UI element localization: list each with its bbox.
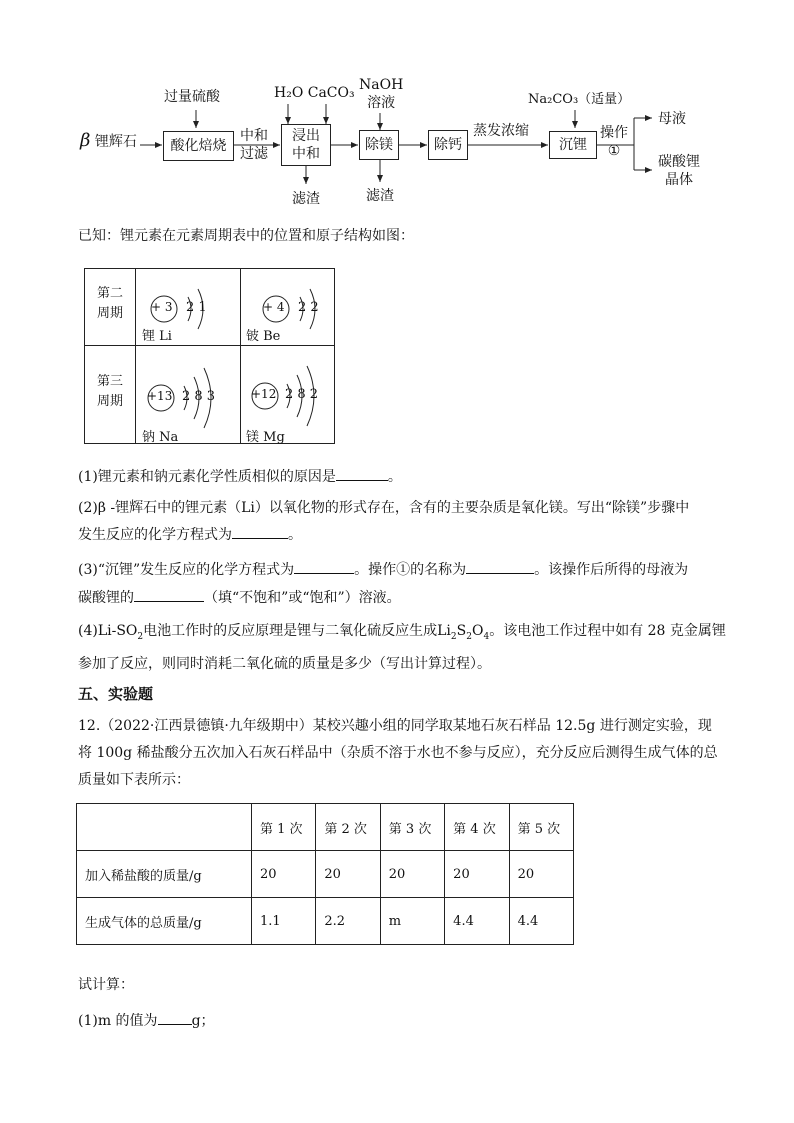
q12-line3: 质量如下表所示： — [78, 772, 190, 788]
table-cell: 20 — [509, 851, 573, 898]
table-cell: 20 — [380, 851, 444, 898]
residue-1: 滤渣 — [292, 191, 320, 207]
q12-line1: 12.（2022·江西景德镇·九年级期中）某校兴趣小组的同学取某地石灰石样品 12.5g 进行测定实验，现 — [78, 718, 712, 734]
step-evaporate: 蒸发浓缩 — [473, 123, 529, 139]
mg-name: 镁 Mg — [246, 430, 285, 445]
box-precipitate-lithium: 沉锂 — [549, 131, 597, 159]
cell-lithium — [136, 269, 241, 346]
be-shells: 2 2 — [298, 300, 319, 315]
q4-sub-4: 4 — [483, 631, 490, 642]
mg-shells: 2 8 2 — [285, 387, 319, 402]
operation-label-line2: ① — [607, 143, 621, 159]
question-3 — [78, 559, 718, 608]
table-header-cell — [77, 804, 252, 851]
q12-1-text: (1)m 的值为 — [78, 1013, 158, 1029]
question-4 — [78, 621, 726, 674]
q2-answer-blank[interactable] — [232, 524, 288, 539]
question-12 — [78, 716, 718, 790]
q3-saturation-blank[interactable] — [134, 587, 204, 602]
cell-beryllium — [241, 269, 335, 346]
box-remove-calcium: 除钙 — [428, 130, 468, 160]
table-header-cell: 第 1 次 — [252, 804, 316, 851]
step-neutralize-line2: 过滤 — [240, 146, 268, 162]
q3-part5: （填“不饱和”或“饱和”）溶液。 — [204, 590, 401, 606]
q12-line2: 将 100g 稀盐酸分五次加入石灰石样品中（杂质不溶于水也不参与反应），充分反应后测得生成气体的总 — [78, 745, 718, 761]
reagent-na2co3: Na₂CO₃（适量） — [528, 92, 631, 107]
q3-equation-blank[interactable] — [294, 559, 354, 574]
table-header-row — [77, 804, 574, 851]
reagents-water-caco3: H₂O CaCO₃ — [274, 85, 355, 101]
box-leach-line1: 浸出 — [292, 128, 320, 144]
q2-line2: 发生反应的化学方程式为 — [78, 527, 232, 543]
table-cell: 20 — [316, 851, 380, 898]
table-cell: 20 — [252, 851, 316, 898]
output-lithium-carbonate — [658, 153, 700, 189]
periodic-table-fragment — [84, 268, 335, 444]
table-header-cell: 第 4 次 — [445, 804, 509, 851]
reagent-naoh-line1: NaOH — [359, 77, 404, 93]
q12-1-answer-blank[interactable] — [158, 1010, 192, 1025]
li-shells: 2 1 — [186, 300, 207, 315]
q3-part2: 。操作①的名称为 — [354, 562, 467, 578]
box-leach-line2: 中和 — [292, 146, 320, 162]
be-name: 铍 Be — [246, 329, 281, 344]
operation-label-line1: 操作 — [600, 125, 628, 141]
reagent-sulfuric-acid: 过量硫酸 — [164, 89, 220, 105]
q1-text: (1)锂元素和钠元素化学性质相似的原因是 — [78, 469, 336, 485]
table-header-cell: 第 3 次 — [380, 804, 444, 851]
step-neutralize-filter — [240, 127, 268, 163]
calc-prompt: 试计算： — [78, 977, 134, 993]
question-2 — [78, 498, 718, 545]
box-acid-roasting: 酸化焙烧 — [163, 131, 234, 161]
spodumene-label: 锂辉石 — [94, 134, 137, 150]
known-text: 已知：锂元素在元素周期表中的位置和原子结构如图： — [78, 228, 414, 244]
table-row — [77, 898, 574, 945]
table-row — [77, 851, 574, 898]
q2-end: 。 — [288, 527, 302, 543]
table-cell: 2.2 — [316, 898, 380, 945]
q4-part-c: S — [456, 623, 467, 639]
be-nucleus: + 4 — [263, 300, 285, 314]
q1-end: 。 — [387, 469, 402, 485]
mg-nucleus: +12 — [251, 387, 277, 401]
output-product-line2: 晶体 — [665, 172, 693, 188]
beta-symbol: β — [80, 130, 91, 151]
q4-part-e: 。该电池工作过程中如有 28 克金属锂 — [489, 623, 726, 639]
table-cell: 1.1 — [252, 898, 316, 945]
table-header-cell: 第 2 次 — [316, 804, 380, 851]
box-remove-magnesium: 除镁 — [359, 130, 399, 160]
residue-2: 滤渣 — [366, 188, 394, 204]
experiment-table — [76, 803, 574, 945]
q1-answer-blank[interactable] — [336, 466, 388, 481]
question-1 — [78, 466, 718, 487]
step-neutralize-line1: 中和 — [240, 128, 268, 144]
q4-part-d: O — [471, 623, 484, 639]
q4-part-a: (4)Li-SO — [78, 623, 138, 639]
row3-line1: 第三 — [96, 374, 123, 389]
q2-line1: (2)β -锂辉石中的锂元素（Li）以氧化物的形式存在，含有的主要杂质是氧化镁。写出“除镁”步骤中 — [78, 500, 690, 516]
q4-part-b: 电池工作时的反应原理是锂与二氧化硫反应生成Li — [143, 623, 451, 639]
table-header-cell: 第 5 次 — [509, 804, 573, 851]
table-cell: 加入稀盐酸的质量/g — [77, 851, 252, 898]
table-cell: 生成气体的总质量/g — [77, 898, 252, 945]
q3-part3: 。该操作后所得的母液为 — [534, 562, 689, 578]
q3-part1: (3)“沉锂”发生反应的化学方程式为 — [78, 562, 295, 578]
table-cell: 4.4 — [445, 898, 509, 945]
li-name: 锂 Li — [142, 329, 172, 344]
row2-line1: 第二 — [96, 286, 123, 301]
na-name: 钠 Na — [142, 430, 179, 445]
q4-sub-2: 2 — [137, 631, 144, 642]
question-12-1 — [78, 1010, 718, 1031]
row3-line2: 周期 — [96, 394, 123, 409]
q3-part4: 碳酸锂的 — [78, 590, 134, 606]
q4-sub-2b: 2 — [450, 631, 457, 642]
na-shells: 2 8 3 — [182, 389, 216, 404]
table-cell: 4.4 — [509, 898, 573, 945]
table-cell: 20 — [445, 851, 509, 898]
q3-operation-blank[interactable] — [466, 559, 534, 574]
cell-sodium — [136, 346, 241, 444]
row2-line2: 周期 — [96, 306, 123, 321]
operation-1-label — [600, 124, 628, 160]
reagent-naoh-line2: 溶液 — [367, 95, 396, 111]
q4-sub-2c: 2 — [466, 631, 472, 642]
q12-1-end: g； — [191, 1013, 215, 1029]
box-leach-neutralize — [281, 124, 331, 166]
row-period-3-label — [85, 346, 136, 444]
li-nucleus: + 3 — [151, 300, 173, 314]
table-cell: m — [380, 898, 444, 945]
row-period-2-label — [85, 269, 136, 346]
output-product-line1: 碳酸锂 — [658, 154, 700, 170]
na-nucleus: +13 — [147, 389, 173, 403]
section-heading: 五、实验题 — [78, 685, 154, 703]
output-mother-liquor: 母液 — [658, 111, 686, 127]
q4-line2: 参加了反应，则同时消耗二氧化硫的质量是多少（写出计算过程）。 — [78, 655, 491, 672]
reagent-naoh — [359, 76, 403, 112]
cell-magnesium — [241, 346, 335, 444]
flow-start — [80, 132, 137, 151]
